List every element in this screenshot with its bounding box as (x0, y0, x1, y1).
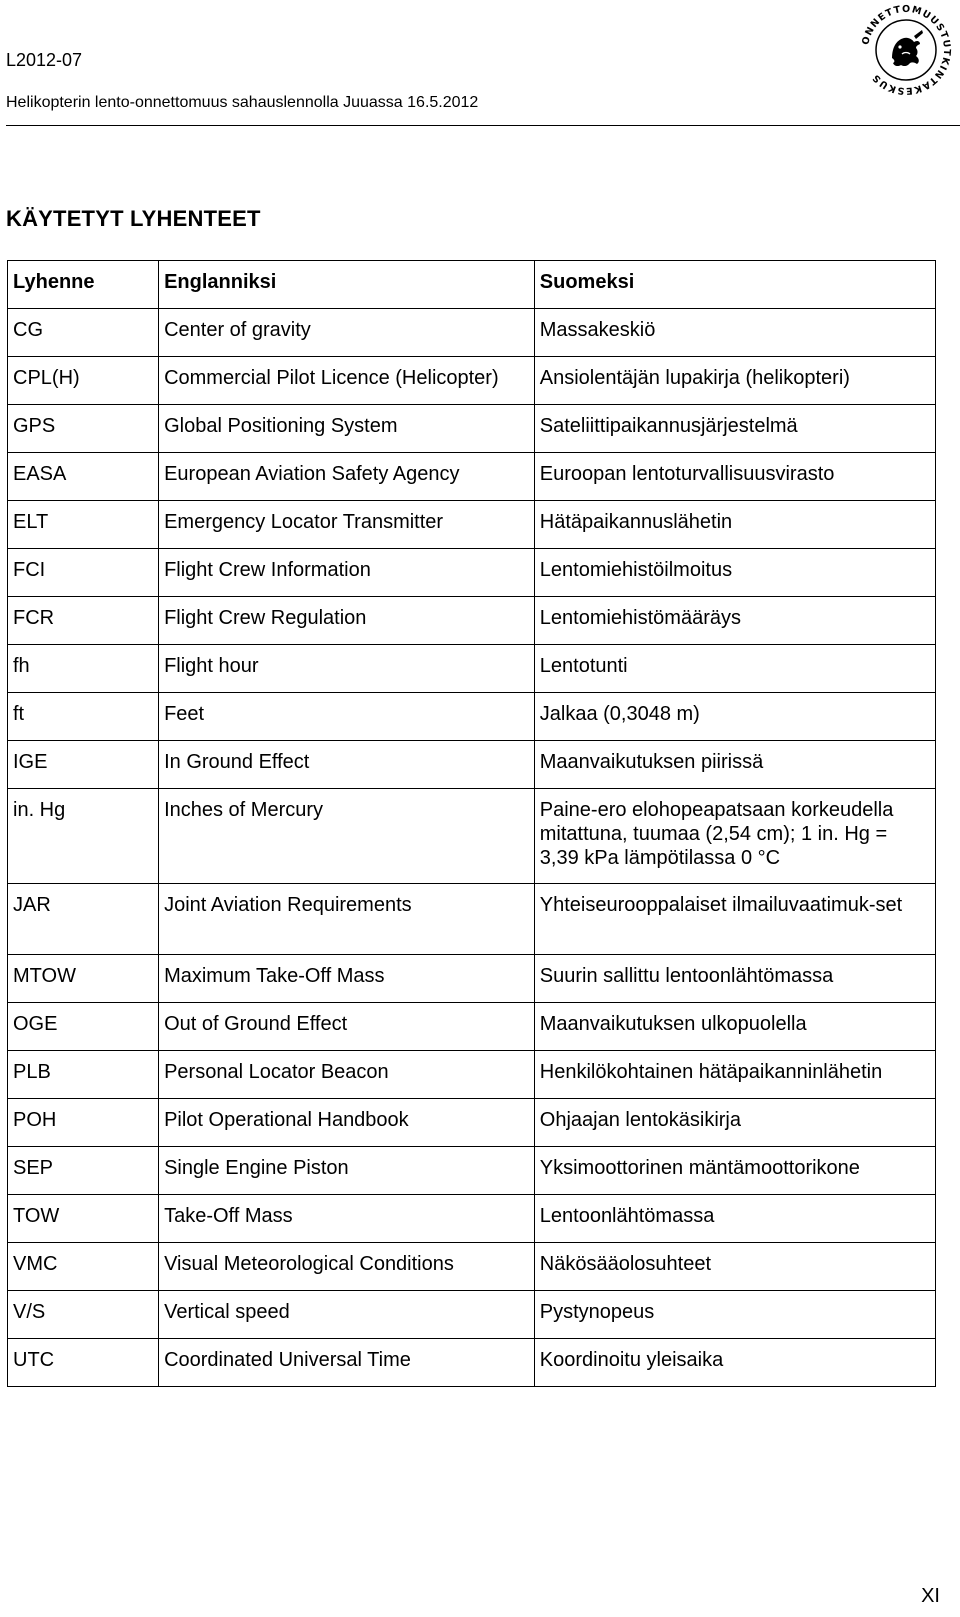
english-cell: Maximum Take-Off Mass (159, 955, 535, 1003)
english-cell: Single Engine Piston (159, 1147, 535, 1195)
english-cell: Center of gravity (159, 309, 535, 357)
table-row (8, 597, 936, 645)
abbreviation-cell: JAR (8, 884, 159, 955)
abbreviation-cell: UTC (8, 1339, 159, 1387)
finnish-cell: Jalkaa (0,3048 m) (534, 693, 935, 741)
finnish-cell: Hätäpaikannuslähetin (534, 501, 935, 549)
finnish-cell: Henkilökohtainen hätäpaikanninlähetin (534, 1051, 935, 1099)
table-row (8, 501, 936, 549)
table-row (8, 1051, 936, 1099)
english-cell: Flight hour (159, 645, 535, 693)
table-row (8, 1339, 936, 1387)
section-title: KÄYTETYT LYHENTEET (6, 206, 261, 231)
abbreviations-table (7, 260, 936, 1387)
finnish-cell: Sateliittipaikannusjärjestelmä (534, 405, 935, 453)
finnish-cell: Lentomiehistöilmoitus (534, 549, 935, 597)
abbreviation-cell: FCI (8, 549, 159, 597)
table-header-row (8, 261, 936, 309)
english-cell: Pilot Operational Handbook (159, 1099, 535, 1147)
finnish-cell: Yhteiseurooppalaiset ilmailuvaatimuk-set (534, 884, 935, 955)
english-cell: Flight Crew Information (159, 549, 535, 597)
report-title: Helikopterin lento-onnettomuus sahauslennolla Juuassa 16.5.2012 (6, 94, 479, 111)
abbreviation-cell: IGE (8, 741, 159, 789)
abbreviation-cell: fh (8, 645, 159, 693)
table-row (8, 1243, 936, 1291)
abbreviation-cell: SEP (8, 1147, 159, 1195)
table-row (8, 645, 936, 693)
table-row (8, 955, 936, 1003)
column-header-english: Englanniksi (159, 261, 535, 309)
abbreviation-cell: POH (8, 1099, 159, 1147)
finnish-cell: Euroopan lentoturvallisuusvirasto (534, 453, 935, 501)
table-row (8, 549, 936, 597)
abbreviation-cell: V/S (8, 1291, 159, 1339)
logo-ring-text: ONNETTOMUUSTUTKINTAKESKUS (860, 3, 953, 97)
finnish-cell: Lentoonlähtömassa (534, 1195, 935, 1243)
abbreviation-cell: FCR (8, 597, 159, 645)
english-cell: In Ground Effect (159, 741, 535, 789)
table-row (8, 357, 936, 405)
finnish-cell: Maanvaikutuksen piirissä (534, 741, 935, 789)
english-cell: Inches of Mercury (159, 789, 535, 884)
english-cell: Feet (159, 693, 535, 741)
finnish-cell: Lentotunti (534, 645, 935, 693)
page-number: XI (921, 1585, 940, 1607)
finnish-cell: Maanvaikutuksen ulkopuolella (534, 1003, 935, 1051)
table-row (8, 1195, 936, 1243)
abbreviation-cell: GPS (8, 405, 159, 453)
table-row (8, 693, 936, 741)
english-cell: Coordinated Universal Time (159, 1339, 535, 1387)
header-divider (6, 125, 960, 126)
abbreviation-cell: in. Hg (8, 789, 159, 884)
table-row (8, 1147, 936, 1195)
abbreviation-cell: CG (8, 309, 159, 357)
finnish-cell: Paine-ero elohopeapatsaan korkeudella mitattuna, tuumaa (2,54 cm); 1 in. Hg = 3,39 kPa lämpötilassa 0 °C (534, 789, 935, 884)
abbreviation-cell: ft (8, 693, 159, 741)
english-cell: Personal Locator Beacon (159, 1051, 535, 1099)
finnish-cell: Näkösääolosuhteet (534, 1243, 935, 1291)
english-cell: European Aviation Safety Agency (159, 453, 535, 501)
abbreviation-cell: CPL(H) (8, 357, 159, 405)
abbreviation-cell: OGE (8, 1003, 159, 1051)
english-cell: Flight Crew Regulation (159, 597, 535, 645)
english-cell: Out of Ground Effect (159, 1003, 535, 1051)
finnish-cell: Pystynopeus (534, 1291, 935, 1339)
table-row (8, 1003, 936, 1051)
table-row (8, 741, 936, 789)
table-row (8, 884, 936, 955)
report-code: L2012-07 (6, 50, 83, 70)
english-cell: Commercial Pilot Licence (Helicopter) (159, 357, 535, 405)
finnish-cell: Lentomiehistömääräys (534, 597, 935, 645)
finnish-cell: Ansiolentäjän lupakirja (helikopteri) (534, 357, 935, 405)
abbreviation-cell: VMC (8, 1243, 159, 1291)
abbreviation-cell: TOW (8, 1195, 159, 1243)
abbreviation-cell: EASA (8, 453, 159, 501)
abbreviation-cell: ELT (8, 501, 159, 549)
finnish-cell: Massakeskiö (534, 309, 935, 357)
abbreviation-cell: PLB (8, 1051, 159, 1099)
english-cell: Joint Aviation Requirements (159, 884, 535, 955)
table-row (8, 789, 936, 884)
abbreviation-cell: MTOW (8, 955, 159, 1003)
english-cell: Visual Meteorological Conditions (159, 1243, 535, 1291)
column-header-abbreviation: Lyhenne (8, 261, 159, 309)
lion-emblem-icon (892, 30, 923, 66)
table-row (8, 453, 936, 501)
table-row (8, 1099, 936, 1147)
table-row (8, 405, 936, 453)
finnish-cell: Suurin sallittu lentoonlähtömassa (534, 955, 935, 1003)
accident-investigation-board-logo (856, 0, 956, 100)
english-cell: Vertical speed (159, 1291, 535, 1339)
english-cell: Global Positioning System (159, 405, 535, 453)
column-header-finnish: Suomeksi (534, 261, 935, 309)
table-row (8, 1291, 936, 1339)
finnish-cell: Koordinoitu yleisaika (534, 1339, 935, 1387)
english-cell: Emergency Locator Transmitter (159, 501, 535, 549)
finnish-cell: Yksimoottorinen mäntämoottorikone (534, 1147, 935, 1195)
finnish-cell: Ohjaajan lentokäsikirja (534, 1099, 935, 1147)
english-cell: Take-Off Mass (159, 1195, 535, 1243)
table-row (8, 309, 936, 357)
